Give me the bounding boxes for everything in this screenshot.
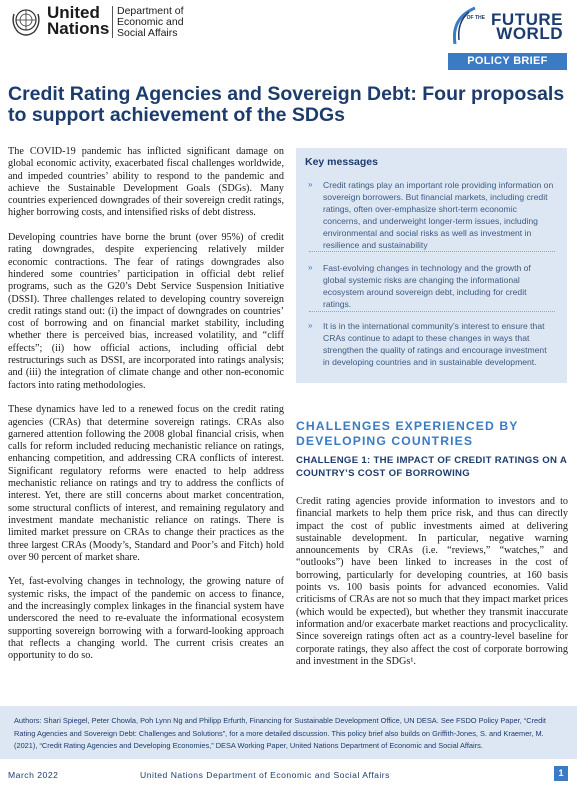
key-messages-title: Key messages <box>305 156 378 168</box>
department-line2: Economic and <box>117 16 184 28</box>
footer-date: March 2022 <box>8 770 59 780</box>
page-number: 1 <box>554 766 568 781</box>
section-subheading: CHALLENGE 1: THE IMPACT OF CREDIT RATINGS ON A COUNTRY’S COST OF BORROWING <box>296 455 567 479</box>
chevron-right-icon: » <box>308 263 313 272</box>
logo-world-text: WORLD <box>496 24 563 43</box>
key-messages-box <box>296 148 567 383</box>
un-wordmark-line2: Nations <box>47 19 110 38</box>
authors-footnote-box <box>0 706 577 759</box>
left-column <box>8 146 284 675</box>
paragraph: Yet, fast-evolving changes in technology, the growing nature of systemic risks, the impact of the pandemic on access to finance, and the increasingly complex linkages in the financial system have underscored the need to re-evaluate the informational ecosystem supporting sovereign borrowing with a forward-looking approach that reflects a changing world. The current crisis creates an opportunity to do so. <box>8 576 284 662</box>
header-divider <box>112 6 113 38</box>
footer-organization: United Nations Department of Economic and Social Affairs <box>140 770 390 780</box>
logo-future-text: FUTURE <box>491 10 563 29</box>
key-message-item <box>308 262 555 310</box>
chevron-right-icon: » <box>308 180 313 189</box>
chevron-right-icon: » <box>308 321 313 330</box>
key-message-item <box>308 320 555 368</box>
key-message-text: It is in the international community’s interest to ensure that CRAs continue to adapt to these changes in ways that strengthen the quality of ratings and encourage investment in developing countries and in sustainable development. <box>323 321 547 367</box>
right-column <box>296 496 568 680</box>
key-message-text: Credit ratings play an important role providing information on sovereign borrowers. But financial markets, including credit ratings, often over-emphasize short-term economic concerns, and underweight longer-term issues, including environmental and social risks as well as investment in resilience and sustainability <box>323 180 554 250</box>
key-message-item <box>308 179 555 251</box>
policy-brief-badge: POLICY BRIEF NO131 <box>448 53 567 70</box>
globe-arc-icon <box>445 4 485 48</box>
un-emblem-icon <box>8 4 44 40</box>
department-name <box>117 6 197 39</box>
authors-footnote: Authors: Shari Spiegel, Peter Chowla, Poh Lynn Ng and Philipp Erfurth, Financing for Sustainable Development Office, UN DESA. See FSDO Policy Paper, “Credit Rating Agencies and Sovereign Debt: Challenges and Solutions”, for a more detailed discussion. This policy brief also builds on Griffith-Jones, S. and Kraemer, M. (2021), “Credit Rating Agencies and Developing Economies,” DESA Working Paper, United Nations Department of Economic and Social Affairs. <box>14 716 546 750</box>
un-wordmark-line1: United <box>47 3 100 22</box>
paragraph: The COVID-19 pandemic has inflicted significant damage on global economic activity, exacerbated fiscal challenges worldwide, and impeded countries’ ability to respond to the pandemic and achieve the Sustainable Development Goals (SDGs). Many countries experienced downgrades of their sovereign credit ratings, higher borrowing costs, and intensified risks of debt distress. <box>8 146 284 219</box>
department-line3: Social Affairs <box>117 27 178 39</box>
section-heading: CHALLENGES EXPERIENCED BY DEVELOPING COUNTRIES <box>296 419 519 448</box>
un-wordmark <box>47 5 117 37</box>
paragraph: Developing countries have borne the brunt (over 95%) of credit rating downgrades, despite experiencing relatively milder economic contractions. The fear of ratings downgrades also hindered some countries’ participation in official debt relief programs, such as the G20’s Debt Service Suspension Initiative (DSSI). Three challenges related to developing country sovereign credit ratings stand out: (i) the impact of downgrades on countries’ cost of borrowing and on financial market stability, including whether there is perceived bias, increased volatility, and “cliff effects”; (ii) how official actions, including official debt restructurings such as DSSI, are incorporated into ratings analysis; and (iii) the integration of climate change and other non-economic factors into rating methodologies. <box>8 232 284 391</box>
divider <box>309 311 555 312</box>
department-line1: Department of <box>117 5 184 17</box>
future-of-the-world-logo <box>445 4 567 50</box>
divider <box>309 251 555 252</box>
paragraph: These dynamics have led to a renewed focus on the credit rating agencies (CRAs) that determine sovereign ratings. CRAs also garnered attention following the 2008 global financial crisis, when calls for reform included reducing mechanistic reliance on ratings, enhancing competition, and addressing CRA conflicts of interest. Significant regulatory reforms were enacted to help address mechanistic reliance on ratings and try to address the conflicts of interest. Yet, there are still concerns about market concentration, some structural conflicts of interest, and remaining regulatory and investment mandate mechanistic reliance on ratings. There is limited market pressure on CRAs to change their practices as the three largest CRAs (Moody’s, Standard and Poor’s and Fitch) hold over 90 percent of market share. <box>8 404 284 563</box>
key-message-text: Fast-evolving changes in technology and the growth of global systemic risks are changing the informational ecosystem around sovereign debt, including for credit ratings. <box>323 263 531 309</box>
paragraph: Credit rating agencies provide information to investors and to financial markets to help them price risk, and thus can directly impact the cost of public investments aimed at delivering sustainable development. In particular, negative warning announcements by CRAs (i.e. “reviews,” “watches,” and “outlooks”) have been linked to increases in the cost of borrowing, particularly for developing countries, at 160 basis points vs. 100 basis points for advanced economies. Valid criticisms of CRAs are not so much that they impact market prices (which would be expected), but whether they transmit inaccurate information and/or exacerbate market reactions and procyclicality. Since sovereign ratings often act as a country-level baseline for corporate ratings, they also affect the cost of corporate borrowing and investment in the SDGs¹. <box>296 496 568 667</box>
page-title: Credit Rating Agencies and Sovereign Debt: Four proposals to support achievement of the SDGs <box>8 83 565 126</box>
logo-ofthe-text: OF THE <box>466 15 485 21</box>
